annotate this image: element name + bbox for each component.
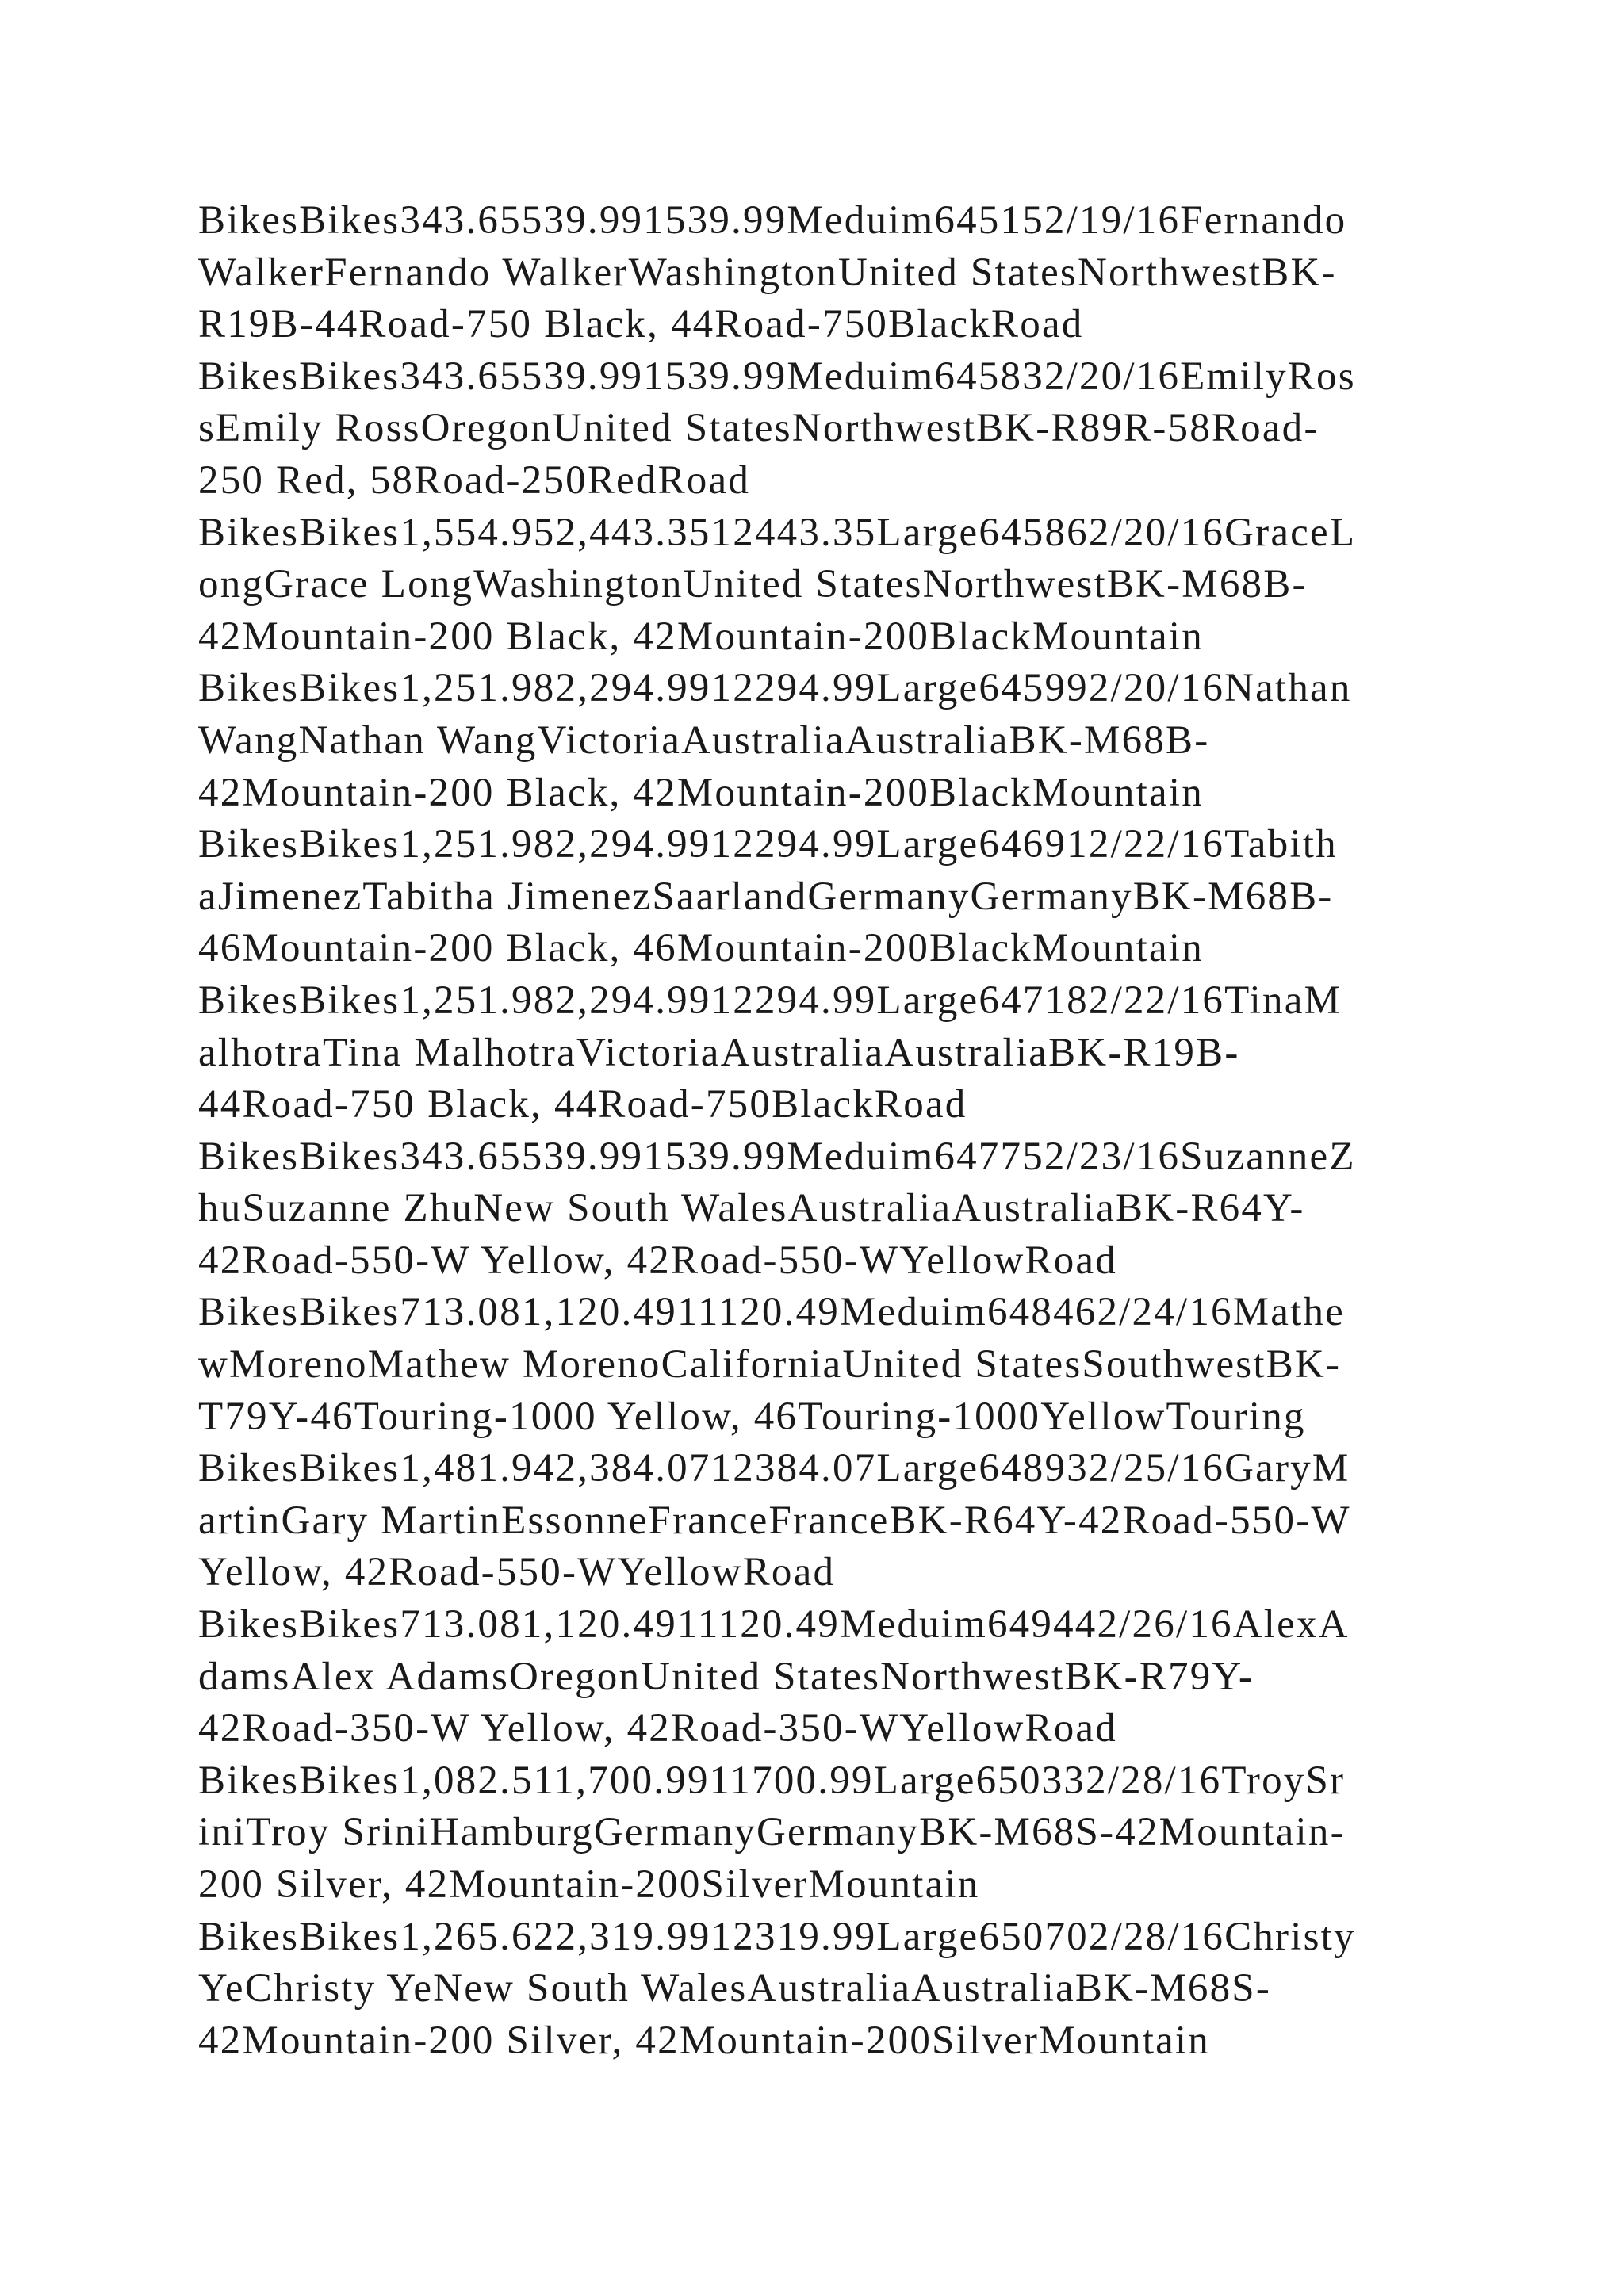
text-line: BikesBikes1,251.982,294.9912294.99Large646912/22/16Tabith — [198, 822, 1338, 867]
text-line: artinGary MartinEssonneFranceFranceBK-R64Y-42Road-550-W — [198, 1498, 1351, 1543]
text-line: WangNathan WangVictoriaAustraliaAustraliaBK-M68B- — [198, 718, 1210, 763]
text-line: BikesBikes1,265.622,319.9912319.99Large650702/28/16Christy — [198, 1914, 1356, 1959]
text-line: 42Road-550-W Yellow, 42Road-550-WYellowRoad — [198, 1238, 1117, 1283]
text-line: T79Y-46Touring-1000 Yellow, 46Touring-1000YellowTouring — [198, 1394, 1306, 1439]
text-line: 250 Red, 58Road-250RedRoad — [198, 457, 751, 503]
text-line: BikesBikes343.65539.991539.99Meduim645832/20/16EmilyRos — [198, 354, 1356, 399]
text-line: BikesBikes1,251.982,294.9912294.99Large647182/22/16TinaM — [198, 978, 1342, 1023]
text-line: BikesBikes343.65539.991539.99Meduim645152/19/16Fernando — [198, 198, 1347, 243]
text-line: aJimenezTabitha JimenezSaarlandGermanyGermanyBK-M68B- — [198, 874, 1334, 919]
text-line: sEmily RossOregonUnited StatesNorthwestBK-R89R-58Road- — [198, 406, 1320, 451]
text-line: BikesBikes1,251.982,294.9912294.99Large645992/20/16Nathan — [198, 666, 1352, 711]
text-line: R19B-44Road-750 Black, 44Road-750BlackRoad — [198, 302, 1084, 347]
text-line: ongGrace LongWashingtonUnited StatesNorthwestBK-M68B- — [198, 562, 1308, 607]
text-line: huSuzanne ZhuNew South WalesAustraliaAustraliaBK-R64Y- — [198, 1186, 1305, 1231]
text-line: 42Mountain-200 Silver, 42Mountain-200SilverMountain — [198, 2018, 1210, 2063]
text-line: 42Mountain-200 Black, 42Mountain-200BlackMountain — [198, 770, 1204, 815]
text-line: BikesBikes343.65539.991539.99Meduim647752/23/16SuzanneZ — [198, 1134, 1356, 1179]
text-line: 42Mountain-200 Black, 42Mountain-200BlackMountain — [198, 614, 1204, 659]
text-line: WalkerFernando WalkerWashingtonUnited StatesNorthwestBK- — [198, 250, 1337, 295]
text-line: BikesBikes1,481.942,384.0712384.07Large648932/25/16GaryM — [198, 1446, 1350, 1491]
text-line: BikesBikes713.081,120.4911120.49Meduim648462/24/16Mathe — [198, 1290, 1346, 1335]
text-line: BikesBikes1,554.952,443.3512443.35Large645862/20/16GraceL — [198, 510, 1357, 555]
text-line: Yellow, 42Road-550-WYellowRoad — [198, 1550, 836, 1595]
text-line: 44Road-750 Black, 44Road-750BlackRoad — [198, 1082, 967, 1127]
text-line: 42Road-350-W Yellow, 42Road-350-WYellowRoad — [198, 1706, 1117, 1751]
text-line: iniTroy SriniHamburgGermanyGermanyBK-M68S-42Mountain- — [198, 1810, 1346, 1855]
document-body — [198, 195, 1435, 2067]
text-line: 200 Silver, 42Mountain-200SilverMountain — [198, 1862, 980, 1907]
text-line: wMorenoMathew MorenoCaliforniaUnited StatesSouthwestBK- — [198, 1342, 1342, 1387]
text-line: alhotraTina MalhotraVictoriaAustraliaAustraliaBK-R19B- — [198, 1030, 1240, 1075]
text-line: 46Mountain-200 Black, 46Mountain-200BlackMountain — [198, 926, 1204, 971]
text-line: BikesBikes713.081,120.4911120.49Meduim649442/26/16AlexA — [198, 1602, 1350, 1647]
text-line: BikesBikes1,082.511,700.9911700.99Large650332/28/16TroySr — [198, 1758, 1346, 1803]
text-line: damsAlex AdamsOregonUnited StatesNorthwestBK-R79Y- — [198, 1654, 1254, 1699]
text-line: YeChristy YeNew South WalesAustraliaAustraliaBK-M68S- — [198, 1966, 1272, 2011]
